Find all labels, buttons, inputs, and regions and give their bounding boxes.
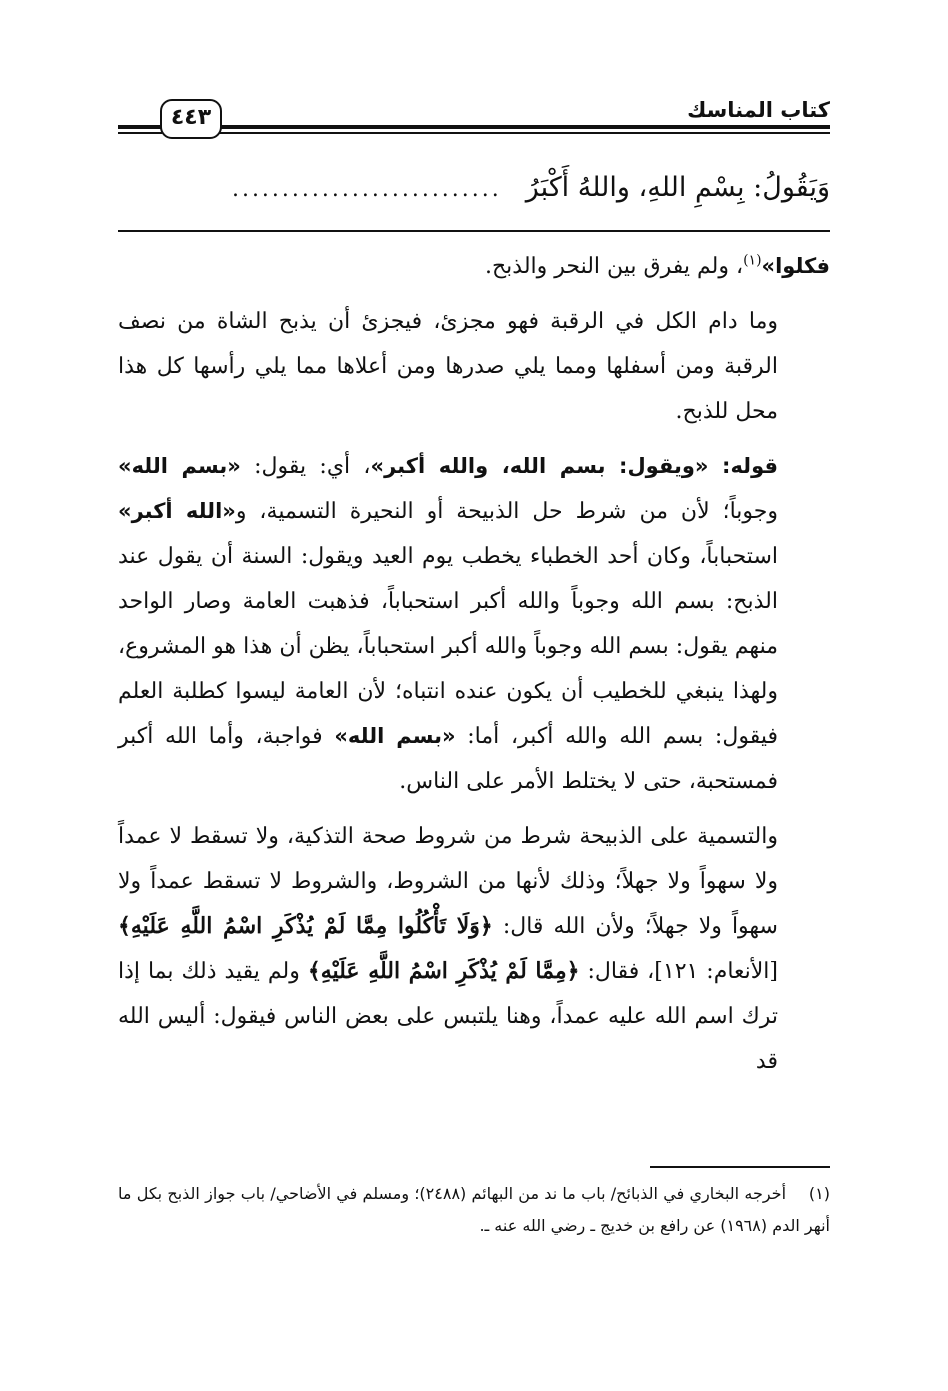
footnote-rule [650,1166,830,1168]
header-rule [218,125,830,129]
paragraph-text: فواجبة، وأما الله أكبر فمستحبة، حتى لا يختلط الأمر على الناس. [118,724,778,794]
bold-phrase: قوله: «ويقول: بسم الله، والله أكبر» [370,454,778,478]
page-number: ٤٤٣ [160,99,222,139]
paragraph-text: استحباباً، وكان أحد الخطباء يخطب يوم العيد ويقول: السنة أن يقول عند الذبح: بسم الله وجوباً والله أكبر استحباباً، فذهبت العامة وصار الواحد منهم يقول: بسم الله وجوباً والله أكبر استحباباً، يظن أن هذا هو المشروع، ولهذا ينبغي للخطيب أن يكون عنده انتباه؛ لأن العامة ليسوا كطلبة العلم فيقول: بسم الله والله أكبر، أما: [118,544,778,749]
bold-phrase: فكلوا» [761,254,830,278]
paragraph-4 [118,814,830,1084]
paragraph-text: [الأنعام: ١٢١]، فقال: [579,959,779,984]
paragraph-text: ، أي: يقول: [240,454,371,479]
header-rule-left-thin [118,132,162,134]
header-rule-left [118,125,162,129]
footnote-text: أخرجه البخاري في الذبائح/ باب ما ند من البهائم (٢٤٨٨)؛ ومسلم في الأضاحي/ باب جواز الذبح بكل ما أنهر الدم (١٩٦٨) عن رافع بن خديج ـ رضي الله عنه ـ. [118,1184,830,1235]
paragraph-text: وجوباً؛ لأن من شرط حل الذبيحة أو النحيرة التسمية، و [235,499,778,524]
footnote-number: (١) [808,1184,831,1203]
quran-verse: ﴿مِمَّا لَمْ يُذْكَرِ اسْمُ اللَّهِ عَلَيْهِ﴾ [307,958,580,984]
footnote [118,1178,830,1242]
paragraph-text: والتسمية على الذبيحة شرط من شروط صحة التذكية، ولا تسقط لا عمداً ولا سهواً ولا جهلاً؛ وذلك لأنها من الشروط، والشروط لا تسقط عمداً ولا سهواً ولا جهلاً؛ ولأن الله قال: [118,824,778,939]
bold-phrase: «الله أكبر» [118,499,236,523]
matn-text: وَيَقُولُ: بِسْمِ اللهِ، واللهُ أَكْبَرُ [525,172,830,203]
matn-dots: ........................... [231,177,502,202]
header-rule-thin [218,132,830,134]
page-header [118,92,830,148]
footnote-ref: (١) [743,252,762,269]
bold-phrase: «بسم الله» [334,724,456,748]
bold-phrase: «بسم الله» [118,454,241,478]
commentary-body [118,244,830,1084]
matn-separator [118,230,830,232]
paragraph-2: وما دام الكل في الرقبة فهو مجزئ، فيجزئ أن يذبح الشاة من نصف الرقبة ومن أسفلها ومما يلي صدرها ومن أعلاها مما يلي رأسها كل هذا محل للذبح. [118,309,778,424]
paragraph-3 [118,444,830,804]
paragraph-text: ، ولم يفرق بين النحر والذبح. [484,254,744,279]
matn-line [118,166,830,210]
book-title: كتاب المناسك [687,98,830,122]
paragraph-text: ولم يقيد ذلك بما إذا ترك اسم الله عليه عمداً، وهنا يلتبس على بعض الناس فيقول: أليس الله قد [118,959,778,1074]
paragraph-1 [118,244,830,289]
quran-verse: ﴿وَلَا تَأْكُلُوا مِمَّا لَمْ يُذْكَرِ اسْمُ اللَّهِ عَلَيْهِ﴾ [118,913,493,939]
